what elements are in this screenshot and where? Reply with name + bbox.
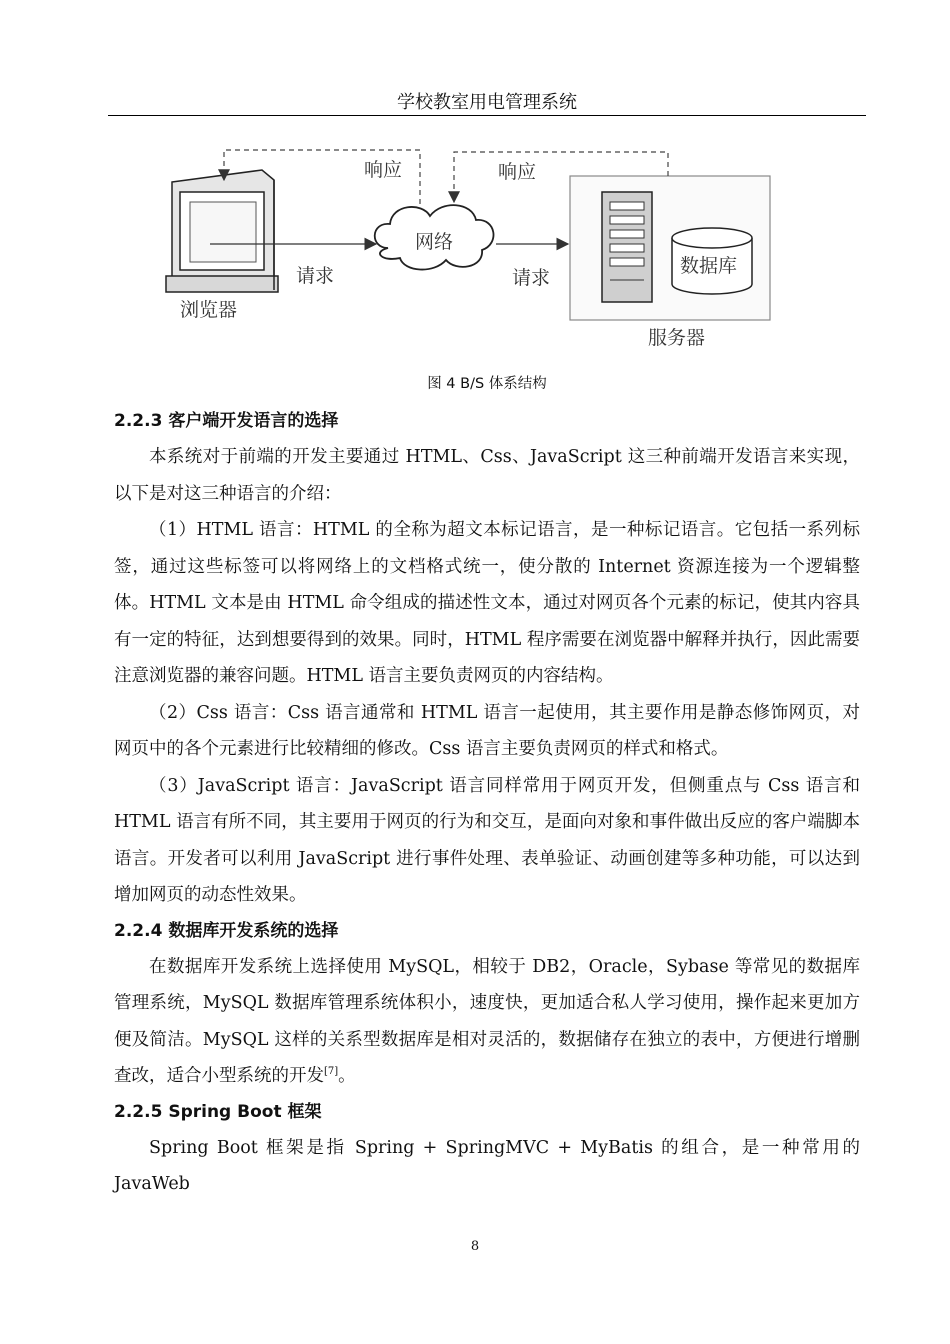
paragraph: （2）Css 语言：Css 语言通常和 HTML 语言一起使用，其主要作用是静态修饰网页，对网页中的各个元素进行比较精细的修改。Css 语言主要负责网页的样式和格式。 xyxy=(114,702,860,759)
section-heading: 2.2.4 数据库开发系统的选择 xyxy=(114,920,339,941)
citation-ref: [7] xyxy=(324,1066,339,1078)
page-header: 学校教室用电管理系统 xyxy=(397,92,577,113)
server-rack-icon xyxy=(602,192,652,302)
network-label: 网络 xyxy=(415,231,454,253)
browser-label: 浏览器 xyxy=(180,299,238,321)
page-number: 8 xyxy=(470,1239,480,1254)
browser-computer-icon xyxy=(166,170,278,292)
response-right-label: 响应 xyxy=(498,161,537,183)
request-left-label: 请求 xyxy=(296,265,335,287)
header-rule xyxy=(108,115,866,116)
paragraph: Spring Boot 框架是指 Spring + SpringMVC + MyBatis 的组合，是一种常用的 JavaWeb xyxy=(114,1137,860,1194)
body-content xyxy=(114,404,860,1203)
bs-architecture-figure xyxy=(150,140,780,362)
section-heading: 2.2.3 客户端开发语言的选择 xyxy=(114,411,339,431)
response-left-label: 响应 xyxy=(364,159,403,181)
paragraph-with-citation xyxy=(114,949,860,1095)
database-label: 数据库 xyxy=(680,255,738,277)
paragraph: 本系统对于前端的开发主要通过 HTML、Css、JavaScript 这三种前端开发语言来实现，以下是对这三种语言的介绍： xyxy=(114,447,860,504)
paragraph-text: 在数据库开发系统上选择使用 MySQL，相较于 DB2，Oracle，Sybase 等常见的数据库管理系统，MySQL 数据库管理系统体积小，速度快，更加适合私人学习使用，操作起来更加方便及简洁。MySQL 这样的关系型数据库是相对灵活的，数据储存在独立的表中，方便进行增删查改，适合小型系统的开发 xyxy=(114,956,860,1086)
section-heading: 2.2.5 Spring Boot 框架 xyxy=(114,1101,322,1122)
paragraph: （3）JavaScript 语言：JavaScript 语言同样常用于网页开发，但侧重点与 Css 语言和 HTML 语言有所不同，其主要用于网页的行为和交互，是面向对象和事件做出反应的客户端脚本语言。开发者可以利用 JavaScript 进行事件处理、表单验证、动画创建等多种功能，可以达到增加网页的动态性效果。 xyxy=(114,775,860,905)
figure-caption: 图 4 B/S 体系结构 xyxy=(427,376,547,392)
paragraph-tail: 。 xyxy=(338,1066,356,1086)
paragraph: （1）HTML 语言：HTML 的全称为超文本标记语言，是一种标记语言。它包括一系列标签，通过这些标签可以将网络上的文档格式统一，使分散的 Internet 资源连接为一个逻辑整体。HTML 文本是由 HTML 命令组成的描述性文本，通过对网页各个元素的标记，使其内容具有一定的特征，达到想要得到的效果。同时，HTML 程序需要在浏览器中解释并执行，因此需要注意浏览器的兼容问题。HTML 语言主要负责网页的内容结构。 xyxy=(114,520,860,686)
request-right-label: 请求 xyxy=(512,267,551,289)
server-label: 服务器 xyxy=(648,327,706,349)
